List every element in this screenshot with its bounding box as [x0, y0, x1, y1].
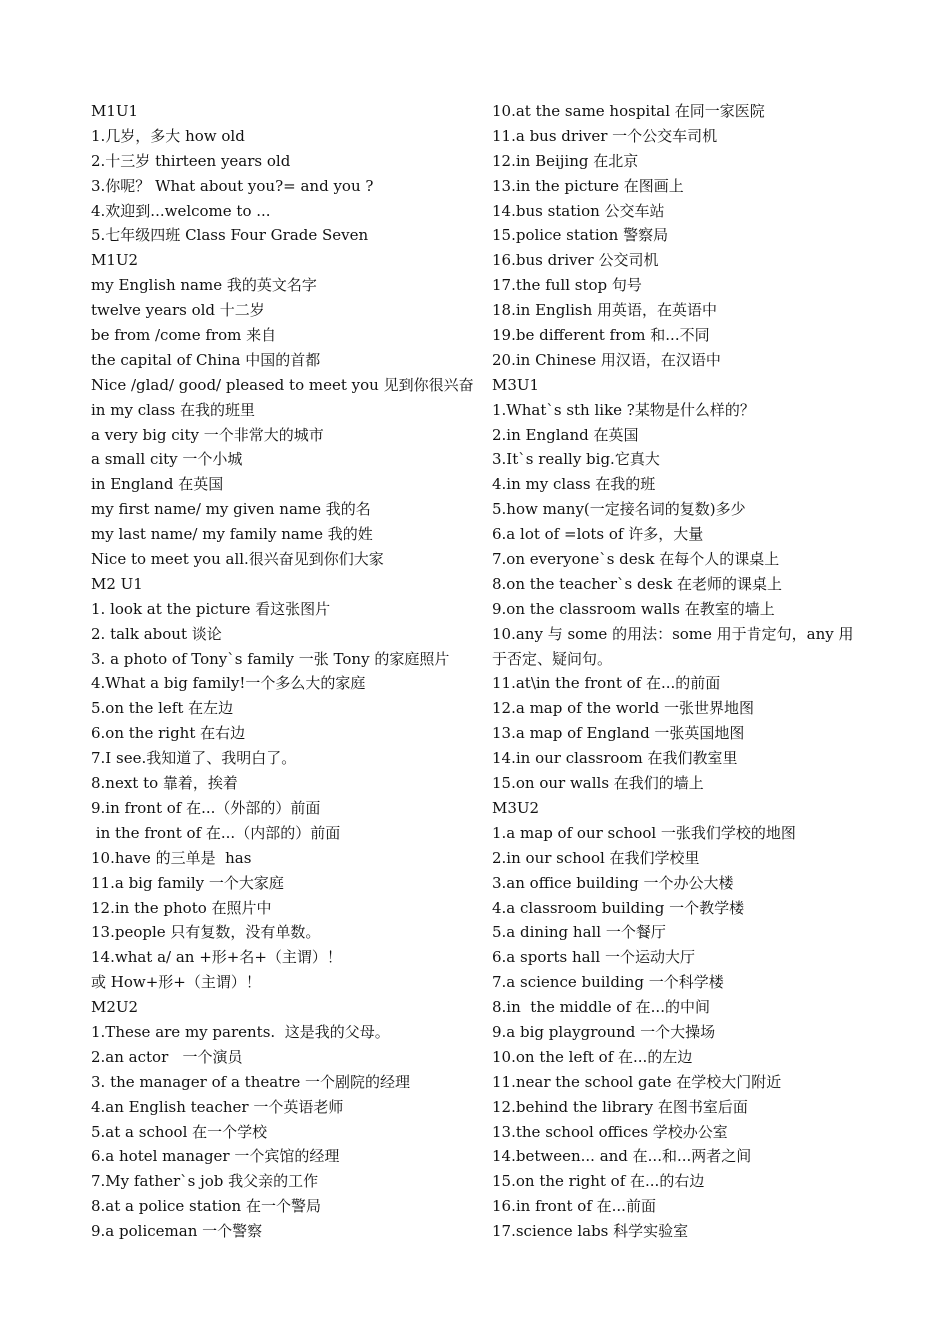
text-line: 8.next to 靠着，挨着 — [91, 774, 238, 793]
text-line: 13.people 只有复数，没有单数。 — [91, 923, 321, 942]
text-line: 2.十三岁 thirteen years old — [91, 151, 291, 170]
text-line: be from /come from 来自 — [91, 326, 277, 345]
text-line: 15.on the right of 在...的右边 — [492, 1172, 705, 1191]
text-line: 4.a classroom building 一个教学楼 — [492, 898, 745, 917]
text-line: in my class 在我的班里 — [91, 400, 255, 419]
text-line: 1.These are my parents. 这是我的父母。 — [91, 1022, 390, 1041]
text-line: 2.in our school 在我们学校里 — [492, 848, 700, 867]
text-line: 9.in front of 在...（外部的）前面 — [91, 798, 321, 817]
text-line: M2U2 — [91, 998, 139, 1017]
text-line: 11.near the school gate 在学校大门附近 — [492, 1072, 782, 1091]
text-line: 15.on our walls 在我们的墙上 — [492, 774, 704, 793]
text-line: 1.几岁，多大 how old — [91, 126, 245, 145]
text-line: 3.你呢？ What about you?= and you ? — [91, 176, 374, 195]
text-line: my first name/ my given name 我的名 — [91, 500, 371, 519]
text-line: 13.a map of England 一张英国地图 — [492, 724, 745, 743]
text-line: Nice /glad/ good/ pleased to meet you 见到你很兴奋 — [91, 375, 474, 394]
text-line: 9.a big playground 一个大操场 — [492, 1022, 716, 1041]
text-line: 10.on the left of 在...的左边 — [492, 1047, 693, 1066]
text-line: 4.What a big family!一个多么大的家庭 — [91, 674, 366, 693]
text-line: 15.police station 警察局 — [492, 226, 669, 245]
text-line: 11.a bus driver 一个公交车司机 — [492, 126, 718, 145]
text-line: 7.a science building 一个科学楼 — [492, 973, 724, 992]
text-line: 3. a photo of Tony`s family 一张 Tony 的家庭照片 — [91, 649, 450, 668]
text-line: 3.an office building 一个办公大楼 — [492, 873, 734, 892]
text-line: M1U1 — [91, 102, 139, 120]
text-line: 17.science labs 科学实验室 — [492, 1222, 689, 1241]
text-line: in the front of 在...（内部的）前面 — [91, 823, 341, 842]
text-line: 5.at a school 在一个学校 — [91, 1122, 268, 1141]
text-line: 17.the full stop 句号 — [492, 276, 642, 295]
text-line: 14.bus station 公交车站 — [492, 201, 665, 220]
text-line: Nice to meet you all.很兴奋见到你们大家 — [91, 550, 384, 569]
text-line: 6.a sports hall 一个运动大厅 — [492, 948, 695, 967]
text-line: 20.in Chinese 用汉语，在汉语中 — [492, 350, 721, 369]
text-line: 5.a dining hall 一个餐厅 — [492, 923, 666, 942]
text-line: 10.any 与 some 的用法：some 用于肯定句，any 用 — [492, 624, 854, 643]
text-line: M1U2 — [91, 251, 139, 270]
text-line: my last name/ my family name 我的姓 — [91, 525, 373, 544]
text-line: 5.how many(一定接名词的复数)多少 — [492, 500, 746, 519]
text-line: my English name 我的英文名字 — [91, 276, 317, 295]
text-line: a very big city 一个非常大的城市 — [91, 425, 324, 444]
text-line: 12.in Beijing 在北京 — [492, 151, 639, 170]
text-line: 6.a hotel manager 一个宾馆的经理 — [91, 1147, 340, 1166]
text-line: 16.bus driver 公交司机 — [492, 251, 659, 270]
text-line: 4.in my class 在我的班 — [492, 475, 656, 494]
text-line: 1.a map of our school 一张我们学校的地图 — [492, 823, 796, 842]
text-line: 8.in the middle of 在...的中间 — [492, 998, 710, 1017]
text-line: 3.It`s really big.它真大 — [492, 450, 660, 469]
text-line: 19.be different from 和...不同 — [492, 326, 710, 345]
left-column — [91, 99, 481, 1244]
text-line: 2.in England 在英国 — [492, 425, 639, 444]
text-line: 2. talk about 谈论 — [91, 624, 222, 643]
text-line: 7.on everyone`s desk 在每个人的课桌上 — [492, 550, 780, 569]
text-line: 12.behind the library 在图书室后面 — [492, 1097, 748, 1116]
text-line: 2.an actor 一个演员 — [91, 1047, 243, 1066]
text-line: 11.at\in the front of 在...的前面 — [492, 674, 721, 693]
text-line: 14.in our classroom 在我们教室里 — [492, 749, 738, 768]
text-line: 6.a lot of =lots of 许多，大量 — [492, 525, 704, 544]
text-line: 14.what a/ an +形+名+（主谓）！ — [91, 948, 342, 967]
text-line: 10.at the same hospital 在同一家医院 — [492, 102, 765, 120]
text-line: 1. look at the picture 看这张图片 — [91, 599, 331, 618]
text-line: 18.in English 用英语，在英语中 — [492, 301, 718, 320]
text-line: 3. the manager of a theatre 一个剧院的经理 — [91, 1072, 411, 1091]
right-column — [492, 99, 882, 1244]
text-line: 8.at a police station 在一个警局 — [91, 1197, 321, 1216]
text-line: 14.between... and 在...和...两者之间 — [492, 1147, 752, 1166]
text-line: M3U1 — [492, 375, 540, 394]
text-line: M3U2 — [492, 798, 540, 817]
text-line: 10.have 的三单是 has — [91, 848, 252, 867]
text-line: 5.on the left 在左边 — [91, 699, 234, 718]
text-line: 于否定、疑问句。 — [492, 649, 613, 668]
text-line: 12.in the photo 在照片中 — [91, 898, 272, 917]
text-line: 5.七年级四班 Class Four Grade Seven — [91, 226, 369, 245]
text-line: 6.on the right 在右边 — [91, 724, 246, 743]
text-line: 4.欢迎到...welcome to ... — [91, 201, 271, 220]
text-line: twelve years old 十二岁 — [91, 301, 265, 320]
text-line: 或 How+形+（主谓）！ — [91, 973, 261, 992]
text-line: 1.What`s sth like ?某物是什么样的？ — [492, 400, 755, 419]
text-line: 13.in the picture 在图画上 — [492, 176, 684, 195]
text-line: 9.on the classroom walls 在教室的墙上 — [492, 599, 775, 618]
text-line: a small city 一个小城 — [91, 450, 243, 469]
text-line: 11.a big family 一个大家庭 — [91, 873, 284, 892]
text-line: 16.in front of 在...前面 — [492, 1197, 656, 1216]
text-line: 13.the school offices 学校办公室 — [492, 1122, 728, 1141]
text-line: 7.I see.我知道了、我明白了。 — [91, 749, 297, 768]
text-line: 4.an English teacher 一个英语老师 — [91, 1097, 344, 1116]
text-line: 9.a policeman 一个警察 — [91, 1222, 263, 1241]
text-line: in England 在英国 — [91, 475, 224, 494]
text-line: 7.My father`s job 我父亲的工作 — [91, 1172, 319, 1191]
text-line: 8.on the teacher`s desk 在老师的课桌上 — [492, 574, 783, 593]
text-line: M2 U1 — [91, 574, 143, 593]
text-line: the capital of China 中国的首都 — [91, 350, 321, 369]
text-line: 12.a map of the world 一张世界地图 — [492, 699, 754, 718]
